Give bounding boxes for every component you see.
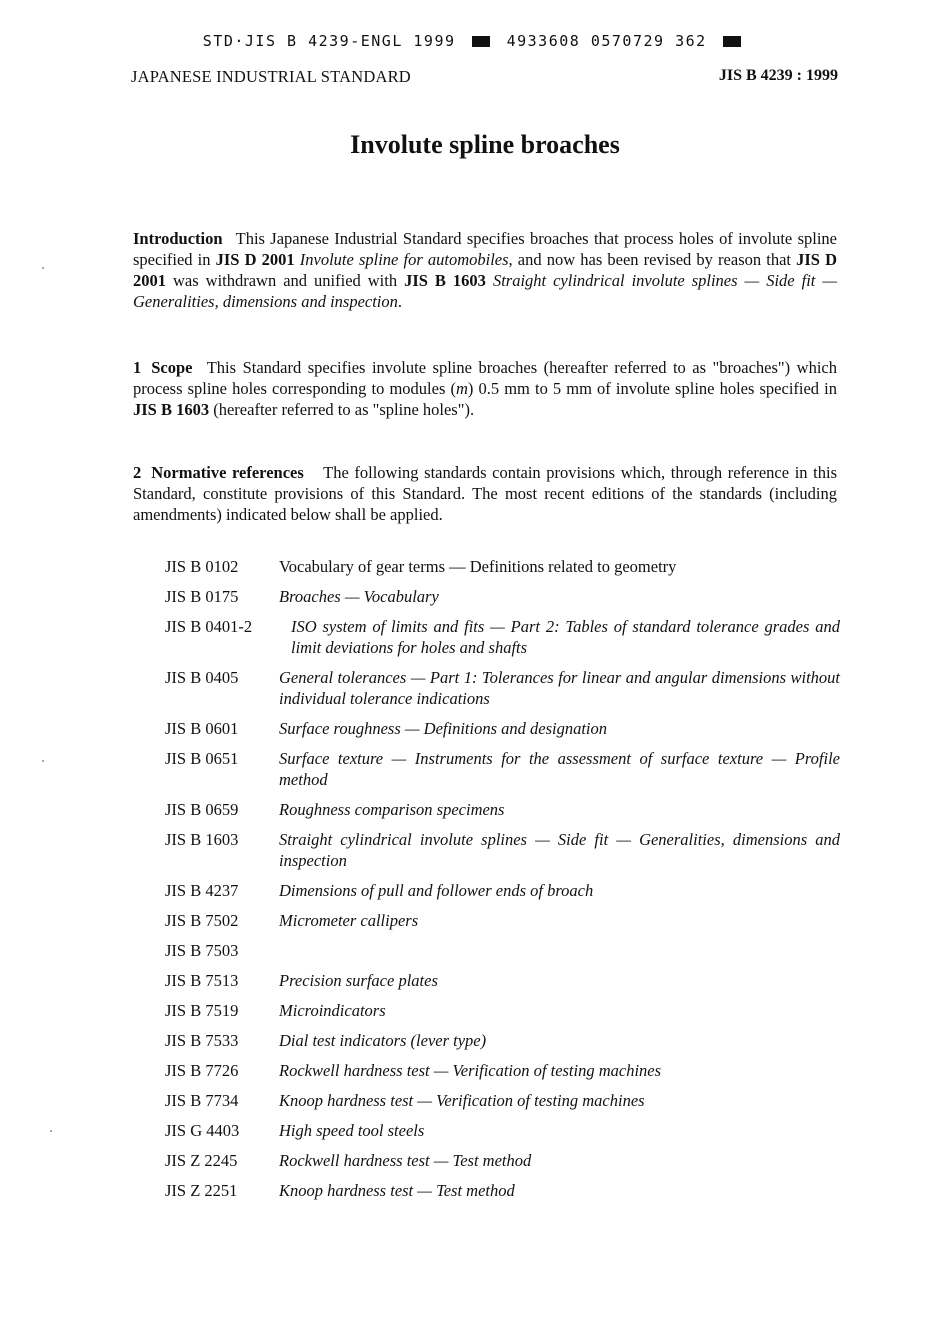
reference-title: Rockwell hardness test — Verification of testing machines: [279, 1061, 662, 1080]
intro-text-4: .: [397, 292, 403, 311]
reference-code: JIS B 0401-2: [165, 617, 253, 636]
reference-item: [165, 667, 840, 709]
reference-item: [165, 1060, 840, 1081]
reference-item: [165, 748, 840, 790]
reference-code: JIS B 0651: [165, 749, 239, 768]
intro-ref-2: JIS D 2001: [133, 250, 837, 290]
reference-item: [165, 616, 840, 658]
reference-title: Broaches — Vocabulary: [279, 587, 439, 606]
reference-item: [165, 1120, 840, 1141]
reference-title: Knoop hardness test — Test method: [279, 1181, 515, 1200]
scan-speck: [50, 1130, 52, 1132]
normative-number: 2: [133, 463, 142, 482]
reference-code: JIS B 1603: [165, 830, 239, 849]
reference-item: [165, 1090, 840, 1111]
reference-item: [165, 586, 840, 607]
reference-title: Vocabulary of gear terms — Definitions related to geometry: [279, 557, 677, 576]
stamp-text-1: STD·JIS B 4239-ENGL 1999: [202, 32, 456, 50]
reference-item: [165, 1030, 840, 1051]
scope-ref: JIS B 1603: [133, 400, 210, 419]
reference-code: JIS B 7726: [165, 1061, 239, 1080]
reference-code: JIS B 0405: [165, 668, 239, 687]
stamp-block-mark-end: [723, 36, 741, 47]
reference-list: [165, 556, 840, 1210]
normative-paragraph: [133, 462, 837, 525]
reference-code: JIS B 0102: [165, 557, 239, 576]
stamp-text-2: 4933608 0570729 362: [506, 32, 707, 50]
reference-title: Knoop hardness test — Verification of testing machines: [279, 1091, 645, 1110]
reference-title: High speed tool steels: [279, 1121, 425, 1140]
scan-speck: [42, 267, 44, 269]
document-stamp-line: [0, 32, 950, 50]
reference-code: JIS B 7734: [165, 1091, 239, 1110]
header-standard-type: JAPANESE INDUSTRIAL STANDARD: [131, 67, 411, 86]
reference-title: General tolerances — Part 1: Tolerances for linear and angular dimensions without individual tolerance indications: [279, 668, 840, 708]
intro-text-2: , and now has been revised by reason that: [508, 250, 791, 269]
reference-title: Dial test indicators (lever type): [279, 1031, 487, 1050]
reference-item: [165, 1150, 840, 1171]
reference-code: JIS B 4237: [165, 881, 239, 900]
reference-item: [165, 556, 840, 577]
normative-heading: Normative references: [151, 463, 304, 482]
intro-text-3: was withdrawn and unified with: [173, 271, 398, 290]
scope-paragraph: [133, 357, 837, 420]
page-title: Involute spline broaches: [350, 130, 620, 159]
scope-text-1: This Standard specifies involute spline broaches (hereafter referred to as "broaches") which process spline holes corresponding to modules (: [133, 358, 837, 398]
normative-text: The following standards contain provisions which, through reference in this Standard, constitute provisions of this Standard. The most recent editions of the standards (including amendments) indicated below shall be applied.: [133, 463, 837, 524]
reference-item: [165, 718, 840, 739]
scope-heading: Scope: [151, 358, 193, 377]
reference-title: Dimensions of pull and follower ends of broach: [279, 881, 594, 900]
reference-title: Rockwell hardness test — Test method: [279, 1151, 532, 1170]
reference-title: ISO system of limits and fits — Part 2: Tables of standard tolerance grades and limit deviations for holes and shafts: [291, 617, 840, 657]
reference-code: JIS Z 2245: [165, 1151, 238, 1170]
intro-italic-1: Involute spline for automobiles: [299, 250, 509, 269]
introduction-heading: Introduction: [133, 229, 223, 248]
intro-ref-3: JIS B 1603: [404, 271, 486, 290]
reference-item: [165, 940, 840, 961]
reference-code: JIS B 0659: [165, 800, 239, 819]
reference-code: JIS B 7519: [165, 1001, 239, 1020]
intro-text-1: This Japanese Industrial Standard specifies broaches that process holes of involute spline specified in: [133, 229, 838, 269]
stamp-block-mark: [472, 36, 490, 47]
reference-title: [279, 940, 840, 961]
header-standard-number: JIS B 4239 : 1999: [718, 67, 838, 84]
reference-code: JIS B 0175: [165, 587, 239, 606]
reference-title: Micrometer callipers: [279, 911, 419, 930]
scan-speck: [42, 760, 44, 762]
intro-italic-2: Straight cylindrical involute splines — Side fit — Generalities, dimensions and inspection: [133, 271, 838, 311]
scope-text-2: ) 0.5 mm to 5 mm of involute spline holes specified in: [467, 379, 837, 398]
reference-item: [165, 829, 840, 871]
scope-number: 1: [133, 358, 142, 377]
reference-title: Surface roughness — Definitions and designation: [279, 719, 608, 738]
reference-item: [165, 799, 840, 820]
reference-item: [165, 1000, 840, 1021]
reference-item: [165, 910, 840, 931]
scope-text-3: (hereafter referred to as "spline holes").: [213, 400, 475, 419]
reference-item: [165, 970, 840, 991]
reference-code: JIS B 7533: [165, 1031, 239, 1050]
reference-code: JIS B 0601: [165, 719, 239, 738]
reference-code: JIS B 7513: [165, 971, 239, 990]
reference-item: [165, 880, 840, 901]
reference-code: JIS B 7502: [165, 911, 239, 930]
reference-code: JIS Z 2251: [165, 1181, 238, 1200]
reference-item: [165, 1180, 840, 1201]
reference-title: Precision surface plates: [279, 971, 438, 990]
introduction-paragraph: [133, 228, 837, 312]
reference-code: JIS G 4403: [165, 1121, 240, 1140]
intro-ref-1: JIS D 2001: [215, 250, 295, 269]
reference-title: Surface texture — Instruments for the assessment of surface texture — Profile method: [279, 749, 840, 789]
reference-code: JIS B 7503: [165, 941, 239, 960]
reference-title: Roughness comparison specimens: [279, 800, 505, 819]
reference-title: Microindicators: [279, 1001, 386, 1020]
reference-title: Straight cylindrical involute splines — Side fit — Generalities, dimensions and inspection: [279, 830, 840, 870]
scope-module-symbol: m: [455, 379, 468, 398]
